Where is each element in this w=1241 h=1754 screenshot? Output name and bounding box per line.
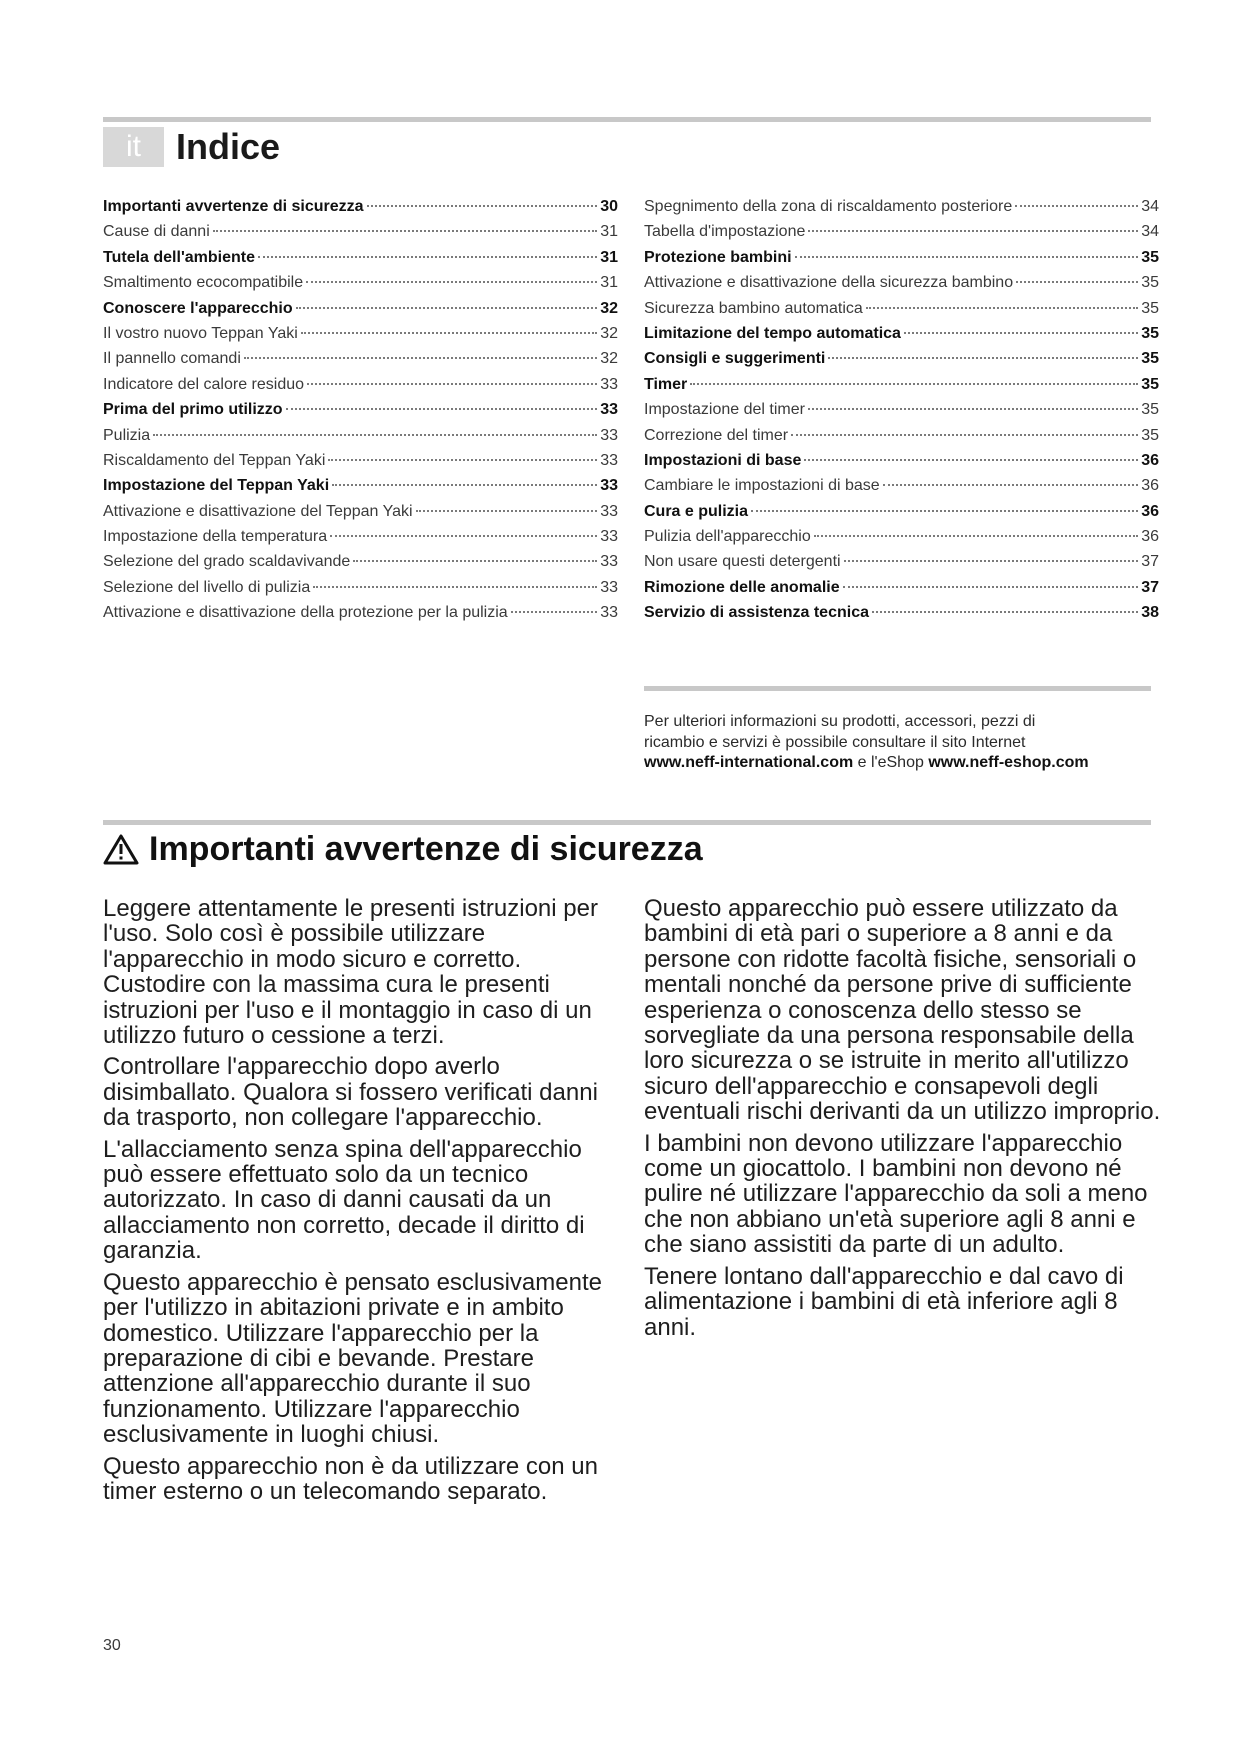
toc-entry[interactable]: Sicurezza bambino automatica 35 bbox=[644, 299, 1159, 317]
toc-entry[interactable]: Selezione del grado scaldavivande 33 bbox=[103, 553, 618, 571]
safety-left-column bbox=[103, 896, 623, 1510]
info-line: Per ulteriori informazioni su prodotti, accessori, pezzi di bbox=[644, 713, 1036, 730]
safety-paragraph: Tenere lontano dall'apparecchio e dal cavo di alimentazione i bambini di età inferiore agli 8 anni. bbox=[644, 1262, 1124, 1341]
toc-entry[interactable]: Conoscere l'apparecchio 32 bbox=[103, 299, 618, 317]
toc-entry[interactable]: Rimozione delle anomalie 37 bbox=[644, 578, 1159, 596]
toc-entry[interactable]: Impostazione della temperatura 33 bbox=[103, 528, 618, 546]
toc-entry[interactable]: Il vostro nuovo Teppan Yaki 32 bbox=[103, 324, 618, 342]
toc-entry[interactable]: Il pannello comandi 32 bbox=[103, 350, 618, 368]
page-title: Indice bbox=[176, 126, 281, 167]
language-tab: it bbox=[103, 127, 164, 167]
toc-entry[interactable]: Pulizia dell'apparecchio 36 bbox=[644, 528, 1159, 546]
toc-entry[interactable]: Pulizia 33 bbox=[103, 426, 618, 444]
toc-entry[interactable]: Importanti avvertenze di sicurezza 30 bbox=[103, 198, 618, 215]
safety-paragraph: Questo apparecchio può essere utilizzato da bambini di età pari o superiore a 8 anni e da persone con ridotte facoltà fisiche, sensoriali o mentali nonché da persone prive di sufficiente esperienza o conoscenza dello stesso se sorvegliate da una persona responsabile della loro sicurezza o se istruite in merito all'utilizzo sicuro dell'apparecchio e consapevoli degli eventuali rischi derivanti da un utilizzo improprio. bbox=[644, 895, 1161, 1126]
toc-entry[interactable]: Indicatore del calore residuo 33 bbox=[103, 375, 618, 393]
toc-left-column bbox=[103, 194, 618, 626]
toc-right-column bbox=[644, 194, 1159, 626]
safety-right-column bbox=[644, 896, 1164, 1346]
toc-entry[interactable]: Spegnimento della zona di riscaldamento posteriore 34 bbox=[644, 198, 1159, 215]
toc-entry[interactable]: Servizio di assistenza tecnica 38 bbox=[644, 604, 1159, 622]
toc-entry[interactable]: Attivazione e disattivazione della protezione per la pulizia 33 bbox=[103, 604, 618, 622]
eshop-link[interactable]: www.neff-eshop.com bbox=[928, 754, 1089, 771]
toc-entry[interactable]: Consigli e suggerimenti 35 bbox=[644, 350, 1159, 368]
safety-paragraph: Leggere attentamente le presenti istruzioni per l'uso. Solo così è possibile utilizzare l'apparecchio in modo sicuro e corretto. Custodire con la massima cura le presenti istruzioni per l'uso e il montaggio in caso di un utilizzo futuro o cessione a terzi. bbox=[103, 895, 598, 1050]
toc-entry[interactable]: Impostazioni di base 36 bbox=[644, 451, 1159, 469]
toc-entry[interactable]: Smaltimento ecocompatibile 31 bbox=[103, 274, 618, 292]
info-links bbox=[644, 753, 1124, 774]
toc-entry[interactable]: Prima del primo utilizzo 33 bbox=[103, 401, 618, 419]
safety-paragraph: Controllare l'apparecchio dopo averlo disimballato. Qualora si fossero verificati danni da trasporto, non collegare l'apparecchio. bbox=[103, 1053, 598, 1132]
toc-entry[interactable]: Attivazione e disattivazione del Teppan Yaki 33 bbox=[103, 502, 618, 520]
website-link[interactable]: www.neff-international.com bbox=[644, 754, 854, 771]
safety-paragraph: Questo apparecchio è pensato esclusivamente per l'utilizzo in abitazioni private e in ambito domestico. Utilizzare l'apparecchio per la preparazione di cibi e bevande. Prestare attenzione all'apparecchio durante il suo funzionamento. Utilizzare l'apparecchio esclusivamente in luoghi chiusi. bbox=[103, 1268, 602, 1449]
info-line: ricambio e servizi è possibile consultare il sito Internet bbox=[644, 733, 1026, 751]
section-heading bbox=[103, 826, 703, 872]
top-divider bbox=[103, 117, 1151, 122]
toc-entry[interactable]: Protezione bambini 35 bbox=[644, 248, 1159, 266]
section-title: Importanti avvertenze di sicurezza bbox=[149, 830, 703, 868]
page-number: 30 bbox=[103, 1637, 121, 1654]
safety-paragraph: I bambini non devono utilizzare l'apparecchio come un giocattolo. I bambini non devono né pulire né utilizzare l'apparecchio da soli a meno che non abbiano un'età superiore agli 8 anni e che siano assistiti da parte di un adulto. bbox=[644, 1129, 1148, 1259]
toc-entry[interactable]: Limitazione del tempo automatica 35 bbox=[644, 324, 1159, 342]
toc-entry[interactable]: Tabella d'impostazione 34 bbox=[644, 223, 1159, 241]
toc-entry[interactable]: Cause di danni 31 bbox=[103, 223, 618, 241]
info-divider bbox=[644, 686, 1151, 691]
info-connector: e l'eShop bbox=[853, 754, 929, 771]
toc-entry[interactable]: Cura e pulizia 36 bbox=[644, 502, 1159, 520]
toc-entry[interactable]: Riscaldamento del Teppan Yaki 33 bbox=[103, 451, 618, 469]
toc-entry[interactable]: Non usare questi detergenti 37 bbox=[644, 553, 1159, 571]
warning-triangle-icon bbox=[103, 833, 139, 865]
toc-entry[interactable]: Selezione del livello di pulizia 33 bbox=[103, 578, 618, 596]
section-divider bbox=[103, 820, 1151, 825]
toc-entry[interactable]: Impostazione del timer 35 bbox=[644, 401, 1159, 419]
toc-entry[interactable]: Tutela dell'ambiente 31 bbox=[103, 248, 618, 266]
safety-paragraph: Questo apparecchio non è da utilizzare con un timer esterno o un telecomando separato. bbox=[103, 1452, 598, 1505]
safety-paragraph: L'allacciamento senza spina dell'apparecchio può essere effettuato solo da un tecnico autorizzato. In caso di danni causati da un allacciamento non corretto, decade il diritto di garanzia. bbox=[103, 1135, 585, 1265]
toc-entry[interactable]: Impostazione del Teppan Yaki 33 bbox=[103, 477, 618, 495]
toc-entry[interactable]: Attivazione e disattivazione della sicurezza bambino 35 bbox=[644, 274, 1159, 292]
toc-entry[interactable]: Correzione del timer 35 bbox=[644, 426, 1159, 444]
toc-entry[interactable]: Cambiare le impostazioni di base 36 bbox=[644, 477, 1159, 495]
info-box bbox=[644, 712, 1124, 774]
toc-entry[interactable]: Timer 35 bbox=[644, 375, 1159, 393]
